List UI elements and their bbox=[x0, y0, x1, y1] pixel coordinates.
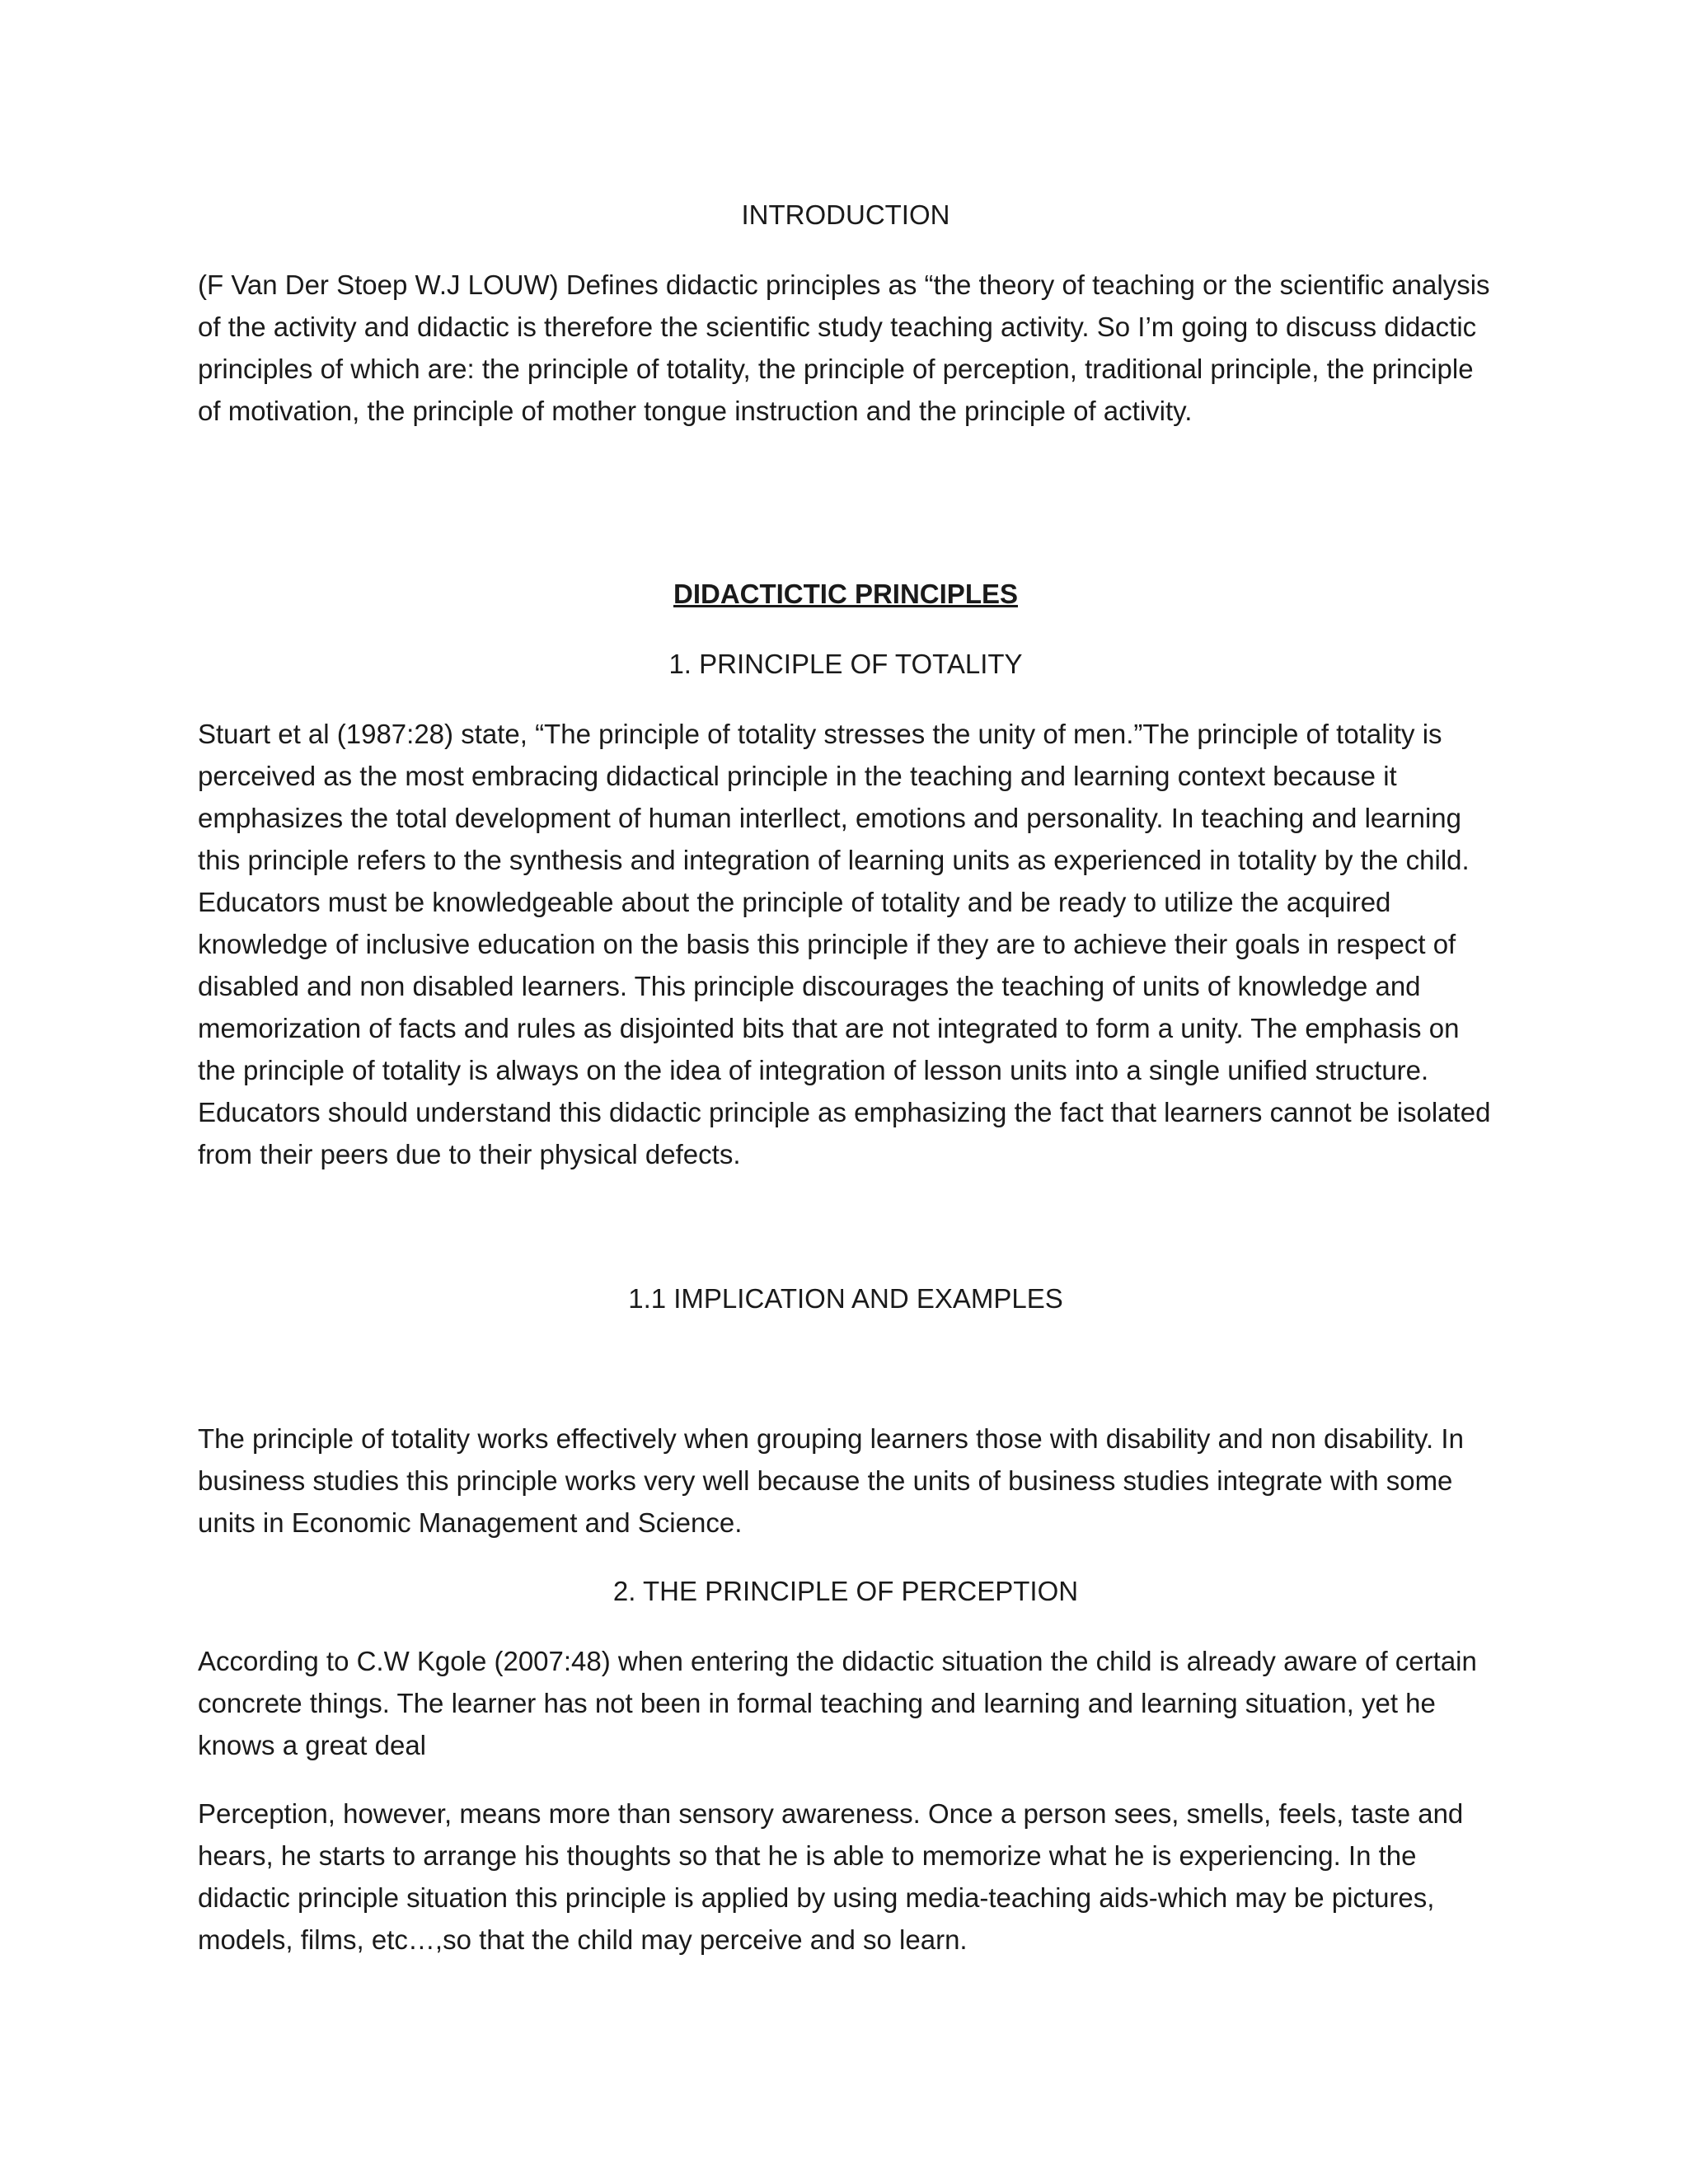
totality-paragraph: Stuart et al (1987:28) state, “The principle of totality stresses the unity of men.”The principle of totality is perceived as the most embracing didactical principle in the teaching and learning context because it emphasizes the total development of human interllect, emotions and personality. In teaching and learning this principle refers to the synthesis and integration of learning units as experienced in totality by the child. Educators must be knowledgeable about the principle of totality and be ready to utilize the acquired knowledge of inclusive education on the basis this principle if they are to achieve their goals in respect of disabled and non disabled learners. This principle discourages the teaching of units of knowledge and memorization of facts and rules as disjointed bits that are not integrated to form a unity. The emphasis on the principle of totality is always on the idea of integration of lesson units into a single unified structure. Educators should understand this didactic principle as emphasizing the fact that learners cannot be isolated from their peers due to their physical defects. bbox=[198, 719, 1491, 1169]
introduction-paragraph: (F Van Der Stoep W.J LOUW) Defines didactic principles as “the theory of teaching or the scientific analysis of the activity and didactic is therefore the scientific study teaching activity. So I’m going to discuss didactic principles of which are: the principle of totality, the principle of perception, traditional principle, the principle of motivation, the principle of mother tongue instruction and the principle of activity. bbox=[198, 269, 1490, 426]
implication-heading: 1.1 IMPLICATION AND EXAMPLES bbox=[628, 1283, 1063, 1314]
didactic-principles-heading: DIDACTICTIC PRINCIPLES bbox=[673, 579, 1018, 609]
perception-paragraph-1: According to C.W Kgole (2007:48) when entering the didactic situation the child is already aware of certain concrete things. The learner has not been in formal teaching and learning and learning situation, yet he knows a great deal bbox=[198, 1646, 1477, 1760]
totality-heading: 1. PRINCIPLE OF TOTALITY bbox=[668, 649, 1023, 679]
implication-paragraph: The principle of totality works effectively when grouping learners those with disability and non disability. In business studies this principle works very well because the units of business studies integrate with some units in Economic Management and Science. bbox=[198, 1423, 1464, 1538]
perception-paragraph-2: Perception, however, means more than sensory awareness. Once a person sees, smells, feels, taste and hears, he starts to arrange his thoughts so that he is able to memorize what he is experiencing. In the didactic principle situation this principle is applied by using media-teaching aids-which may be pictures, models, films, etc…,so that the child may perceive and so learn. bbox=[198, 1798, 1464, 1955]
introduction-heading: INTRODUCTION bbox=[741, 199, 950, 230]
perception-heading: 2. THE PRINCIPLE OF PERCEPTION bbox=[612, 1576, 1079, 1606]
